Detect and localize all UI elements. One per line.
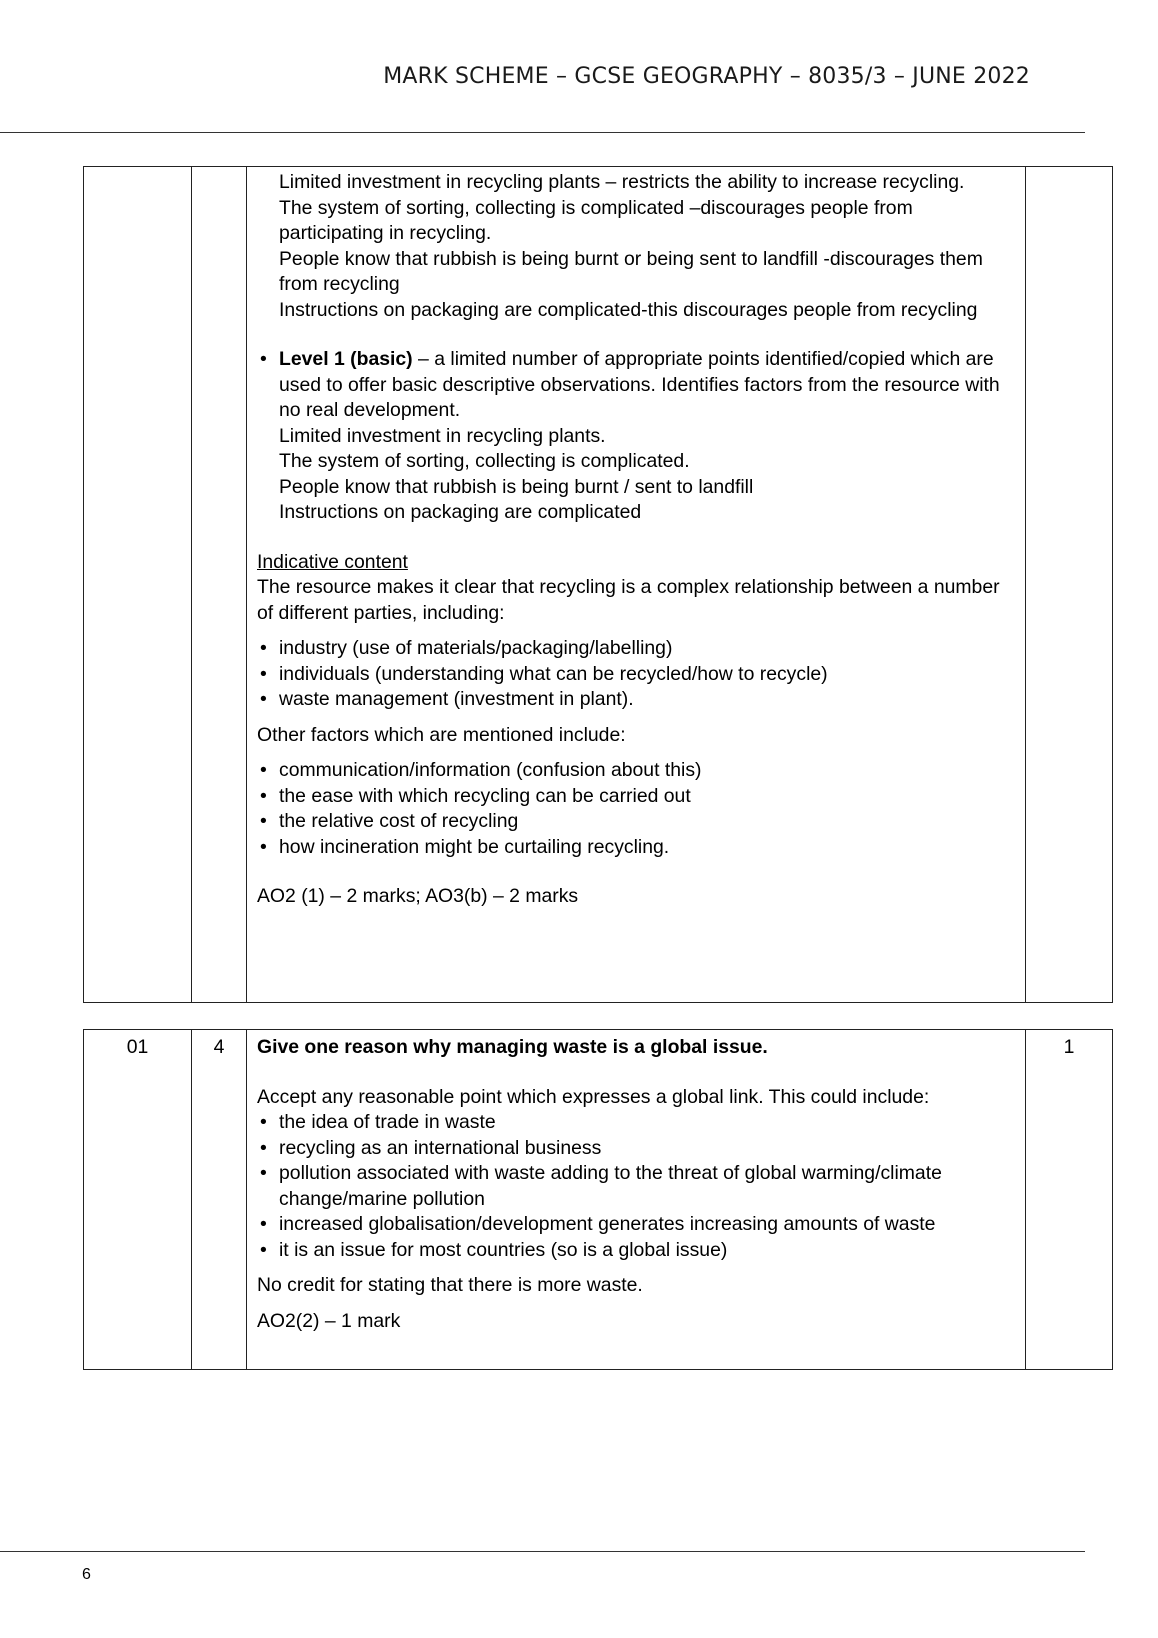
question-part-cell bbox=[192, 167, 247, 1003]
parties-list bbox=[257, 636, 1017, 713]
no-credit-note: No credit for stating that there is more waste. bbox=[257, 1274, 643, 1296]
level1-list bbox=[257, 347, 1017, 424]
level2-line: People know that rubbish is being burnt or being sent to landfill -discourages them from recycling bbox=[279, 247, 983, 295]
level1-examples bbox=[257, 424, 1017, 526]
accept-intro: Accept any reasonable point which expresses a global link. This could include: bbox=[257, 1085, 930, 1108]
list-item: • pollution associated with waste adding to the threat of global warming/climate change/marine pollution bbox=[257, 1161, 1017, 1212]
level2-line: Limited investment in recycling plants – restricts the ability to increase recycling. bbox=[279, 171, 965, 193]
indicative-content-heading: Indicative content bbox=[257, 550, 408, 573]
marks-cell bbox=[1026, 167, 1113, 1003]
level1-line: People know that rubbish is being burnt / sent to landfill bbox=[279, 475, 754, 498]
table-row bbox=[84, 167, 1113, 1003]
list-item: • how incineration might be curtailing recycling. bbox=[257, 835, 1017, 861]
list-item: • recycling as an international business bbox=[257, 1136, 1017, 1162]
mark-scheme-table-question-4 bbox=[83, 1029, 1113, 1370]
level1-label: Level 1 (basic) bbox=[279, 348, 413, 370]
level1-line: Limited investment in recycling plants. bbox=[279, 424, 606, 447]
other-factors-list bbox=[257, 758, 1017, 860]
list-item: • the idea of trade in waste bbox=[257, 1110, 1017, 1136]
list-item: • it is an issue for most countries (so is a global issue) bbox=[257, 1238, 1017, 1264]
assessment-objective: AO2(2) – 1 mark bbox=[257, 1309, 401, 1332]
list-item: • individuals (understanding what can be recycled/how to recycle) bbox=[257, 662, 1017, 688]
table-row bbox=[84, 1030, 1113, 1370]
list-item: • waste management (investment in plant). bbox=[257, 687, 1017, 713]
list-item: • industry (use of materials/packaging/labelling) bbox=[257, 636, 1017, 662]
question-number-cell: 01 bbox=[84, 1030, 192, 1370]
header-rule bbox=[0, 132, 1085, 133]
list-item: • increased globalisation/development generates increasing amounts of waste bbox=[257, 1212, 1017, 1238]
guidance-cell bbox=[247, 167, 1026, 1003]
level1-descriptor bbox=[257, 347, 1017, 424]
question-text: Give one reason why managing waste is a global issue. bbox=[257, 1036, 768, 1058]
footer-rule bbox=[0, 1551, 1085, 1552]
level1-description: – a limited number of appropriate points identified/copied which are used to offer basic descriptive observations. Identifies factors from the resource with no real development. bbox=[279, 348, 1000, 421]
indicative-intro: The resource makes it clear that recycling is a complex relationship between a number of different parties, including: bbox=[257, 576, 1000, 624]
level2-line: The system of sorting, collecting is complicated –discourages people from participating in recycling. bbox=[279, 196, 913, 244]
page-number: 6 bbox=[82, 1566, 91, 1583]
acceptable-points-list bbox=[257, 1110, 1017, 1263]
level2-line: Instructions on packaging are complicated-this discourages people from recycling bbox=[279, 298, 978, 321]
level1-line: The system of sorting, collecting is complicated. bbox=[279, 450, 690, 472]
list-item: • the ease with which recycling can be carried out bbox=[257, 784, 1017, 810]
other-factors-intro: Other factors which are mentioned include: bbox=[257, 723, 626, 746]
question-number-cell bbox=[84, 167, 192, 1003]
marks-cell: 1 bbox=[1026, 1030, 1113, 1370]
question-part-cell: 4 bbox=[192, 1030, 247, 1370]
level1-line: Instructions on packaging are complicated bbox=[279, 501, 642, 523]
page-header-title: MARK SCHEME – GCSE GEOGRAPHY – 8035/3 – JUNE 2022 bbox=[383, 64, 1030, 89]
mark-scheme-table-continued bbox=[83, 166, 1113, 1003]
level2-examples bbox=[257, 170, 1017, 323]
list-item: • communication/information (confusion about this) bbox=[257, 758, 1017, 784]
guidance-cell bbox=[247, 1030, 1026, 1370]
assessment-objective: AO2 (1) – 2 marks; AO3(b) – 2 marks bbox=[257, 885, 579, 907]
list-item: • the relative cost of recycling bbox=[257, 809, 1017, 835]
